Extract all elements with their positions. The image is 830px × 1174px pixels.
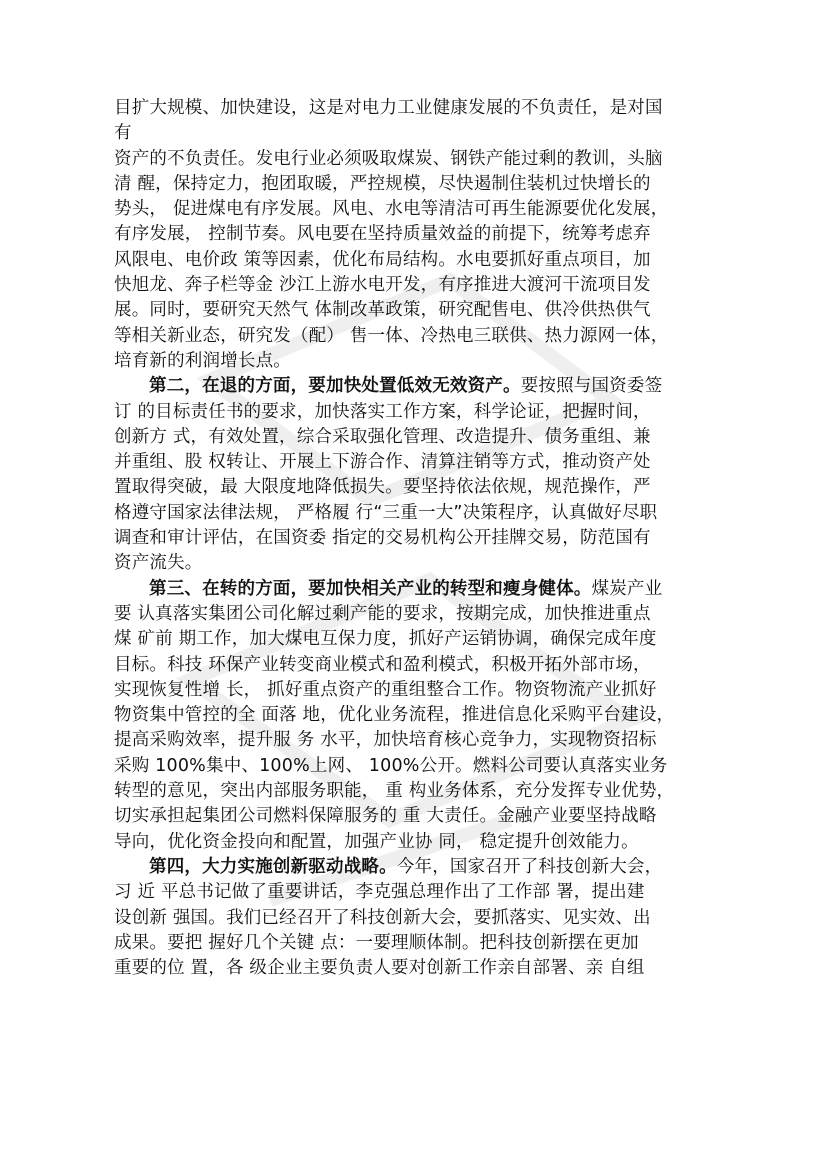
text-span: 煤炭产业	[591, 578, 663, 599]
paragraph-start-line	[114, 855, 754, 880]
text-line: 培育新的利润增长点。	[114, 350, 291, 371]
text-line: 习 近 平总书记做了重要讲话，李克强总理作出了工作部 署，提出建	[114, 882, 645, 903]
text-line: 采购 100%集中、100%上网、 100%公开。燃料公司要认真落实业务	[114, 755, 668, 776]
text-line: 导向，优化资金投向和配置，加强产业协 同， 稳定提升创效能力。	[114, 831, 639, 852]
text-line: 清 醒，保持定力，抱团取暖，严控规模，尽快遏制住装机过快增长的	[114, 173, 651, 194]
text-line: 资产的不负责任。发电行业必须吸取煤炭、钢铁产能过剩的教训，头脑	[114, 148, 663, 169]
text-line: 目标。科技 环保产业转变商业模式和盈利模式，积极开拓外部市场，	[114, 654, 651, 675]
text-line: 煤 矿前 期工作，加大煤电互保力度，抓好产运销协调，确保完成年度	[114, 629, 657, 650]
section-heading: 第三、在转的方面，要加快相关产业的转型和瘦身健体。	[149, 578, 592, 599]
text-line: 有	[114, 123, 132, 144]
text-line: 资产流失。	[114, 553, 203, 574]
text-line: 重要的位 置，各 级企业主要负责人要对创新工作亲自部署、亲 自组	[114, 958, 645, 979]
text-line: 要 认真落实集团公司化解过剩产能的要求，按期完成，加快推进重点	[114, 603, 651, 624]
text-line: 目扩大规模、加快建设，这是对电力工业健康发展的不负责任，是对国	[114, 98, 663, 118]
paragraph-start-line	[114, 374, 754, 399]
text-line: 提高采购效率，提升服 务 水平，加快培育核心竞争力，实现物资招标	[114, 730, 657, 751]
text-line: 格遵守国家法律法规， 严格履 行“三重一大”决策程序，认真做好尽职	[114, 502, 658, 523]
text-line: 订 的目标责任书的要求，加快落实工作方案，科学论证，把握时间，	[114, 401, 651, 422]
paragraph-start-line	[114, 577, 754, 602]
text-line: 物资集中管控的全 面落 地，优化业务流程，推进信息化采购平台建设，	[114, 705, 675, 726]
section-heading: 第四，大力实施创新驱动战略。	[149, 856, 397, 877]
text-line: 转型的意见，突出内部服务职能， 重 构业务体系，充分发挥专业优势，	[114, 781, 675, 802]
text-line: 设创新 强国。我们已经召开了科技创新大会，要抓落实、见实效、出	[114, 907, 651, 928]
section-heading: 第二，在退的方面，要加快处置低效无效资产。	[149, 376, 521, 397]
text-span: 要按照与国资委签	[520, 376, 663, 397]
text-line: 等相关新业态，研究发（配） 售一体、冷热电三联供、热力源网一体，	[114, 325, 669, 346]
body-text	[114, 96, 754, 981]
text-line: 调查和审计评估，在国资委 指定的交易机构公开挂牌交易，防范国有	[114, 528, 651, 549]
text-line: 成果。要把 握好几个关键 点：一要理顺体制。把科技创新摆在更加	[114, 932, 639, 953]
text-line: 创新方 式，有效处置，综合采取强化管理、改造提升、债务重组、兼	[114, 426, 651, 447]
text-line: 有序发展， 控制节奏。风电要在坚持质量效益的前提下，统筹考虑弃	[114, 224, 651, 245]
text-line: 风限电、电价政 策等因素，优化布局结构。水电要抓好重点项目，加	[114, 249, 651, 270]
text-line: 快旭龙、奔子栏等金 沙江上游水电开发，有序推进大渡河干流项目发	[114, 275, 651, 296]
text-span: 今年，国家召开了科技创新大会，	[396, 856, 663, 877]
text-line: 展。同时，要研究天然气 体制改革政策，研究配售电、供冷供热供气	[114, 300, 651, 321]
text-line: 切实承担起集团公司燃料保障服务的 重 大责任。金融产业要坚持战略	[114, 806, 657, 827]
text-line: 势头， 促进煤电有序发展。风电、水电等清洁可再生能源要优化发展，	[114, 199, 669, 220]
text-line: 实现恢复性增 长， 抓好重点资产的重组整合工作。物资物流产业抓好	[114, 679, 657, 700]
text-line: 置取得突破，最 大限度地降低损失。要坚持依法依规，规范操作，严	[114, 477, 651, 498]
text-line: 并重组、股 权转让、开展上下游合作、清算注销等方式，推动资产处	[114, 452, 651, 473]
